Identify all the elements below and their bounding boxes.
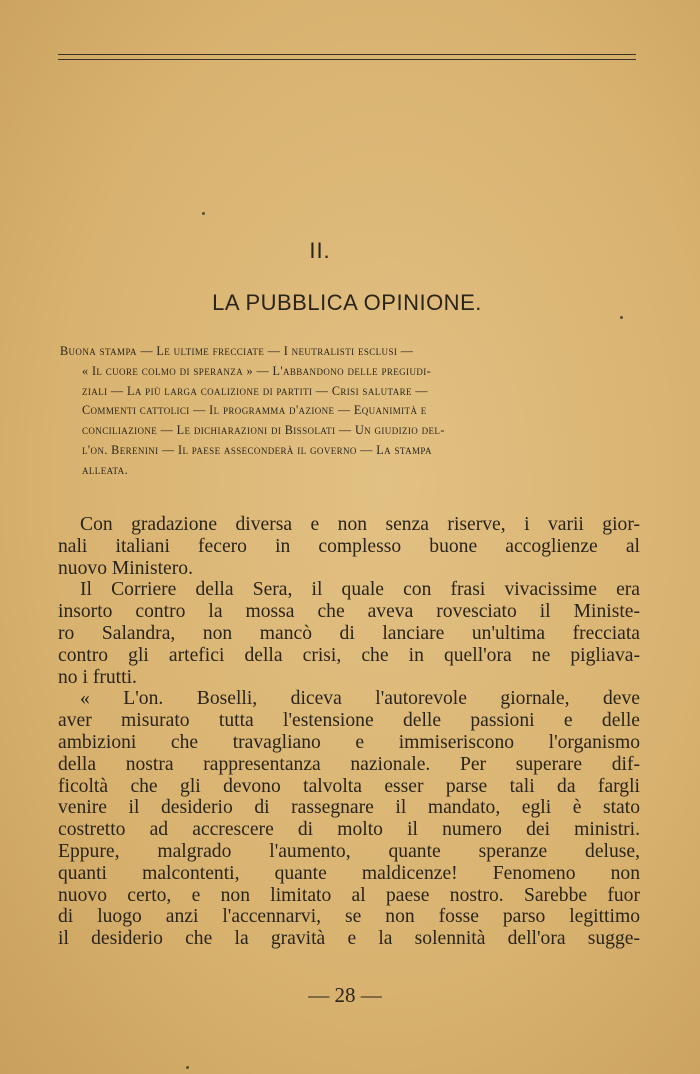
paper-speck — [186, 1066, 189, 1069]
summary-line: Commenti cattolici — Il programma d'azione — Equanimità e — [82, 403, 427, 418]
chapter-number: II. — [309, 238, 331, 263]
summary-line: « Il cuore colmo di speranza » — L'abbandono delle pregiudi- — [82, 363, 432, 378]
body-line: aver misurato tutta l'estensione delle passioni e delle — [58, 710, 640, 732]
body-line: insorto contro la mossa che aveva rovesciato il Ministe- — [58, 601, 640, 623]
body-line: costretto ad accrescere di molto il numero dei ministri. — [58, 819, 640, 841]
body-line: no i frutti. — [58, 666, 137, 688]
body-line: « L'on. Boselli, diceva l'autorevole giornale, deve — [80, 688, 640, 710]
top-rule — [58, 54, 636, 55]
body-line: nali italiani fecero in complesso buone accoglienze al — [58, 535, 640, 557]
body-line: ro Salandra, non mancò di lanciare un'ultima frecciata — [58, 622, 640, 644]
body-text — [58, 514, 640, 950]
paper-speck — [202, 212, 205, 215]
body-line: il desiderio che la gravità e la solennità dell'ora sugge- — [58, 928, 640, 950]
summary-line: alleata. — [82, 462, 129, 477]
body-line: nuovo Ministero. — [58, 557, 193, 579]
top-rule-thin — [58, 59, 636, 60]
chapter-title: LA PUBBLICA OPINIONE. — [212, 290, 482, 315]
summary-line: ziali — La più larga coalizione di partiti — Crisi salutare — — [82, 383, 428, 398]
body-line: ficoltà che gli devono talvolta esser parse tali da fargli — [58, 775, 640, 797]
body-line: di luogo anzi l'accennarvi, se non fosse parso legittimo — [58, 906, 640, 928]
paper-speck — [620, 316, 623, 319]
body-line: venire il desiderio di rassegnare il mandato, egli è stato — [58, 797, 640, 819]
body-line: ambizioni che travagliano e immiseriscono l'organismo — [58, 731, 640, 753]
body-line: contro gli artefici della crisi, che in quell'ora ne pigliava- — [58, 644, 640, 666]
page-number: — 28 — — [308, 983, 382, 1007]
body-line: Eppure, malgrado l'aumento, quante speranze deluse, — [58, 840, 640, 862]
summary-line: l'on. Berenini — Il paese asseconderà il governo — La stampa — [82, 442, 432, 457]
body-line: nuovo certo, e non limitato al paese nostro. Sarebbe fuor — [58, 884, 640, 906]
summary-line: conciliazione — Le dichiarazioni di Bissolati — Un giudizio del- — [82, 423, 445, 438]
summary-line: Buona stampa — Le ultime frecciate — I neutralisti esclusi — — [60, 344, 414, 358]
body-line: della nostra rappresentanza nazionale. Per superare dif- — [58, 753, 640, 775]
body-line: Il Corriere della Sera, il quale con frasi vivacissime era — [80, 579, 640, 601]
body-line: quanti malcontenti, quante maldicenze! Fenomeno non — [58, 862, 640, 884]
body-line: Con gradazione diversa e non senza riserve, i varii gior- — [80, 514, 640, 535]
chapter-summary — [60, 342, 638, 481]
